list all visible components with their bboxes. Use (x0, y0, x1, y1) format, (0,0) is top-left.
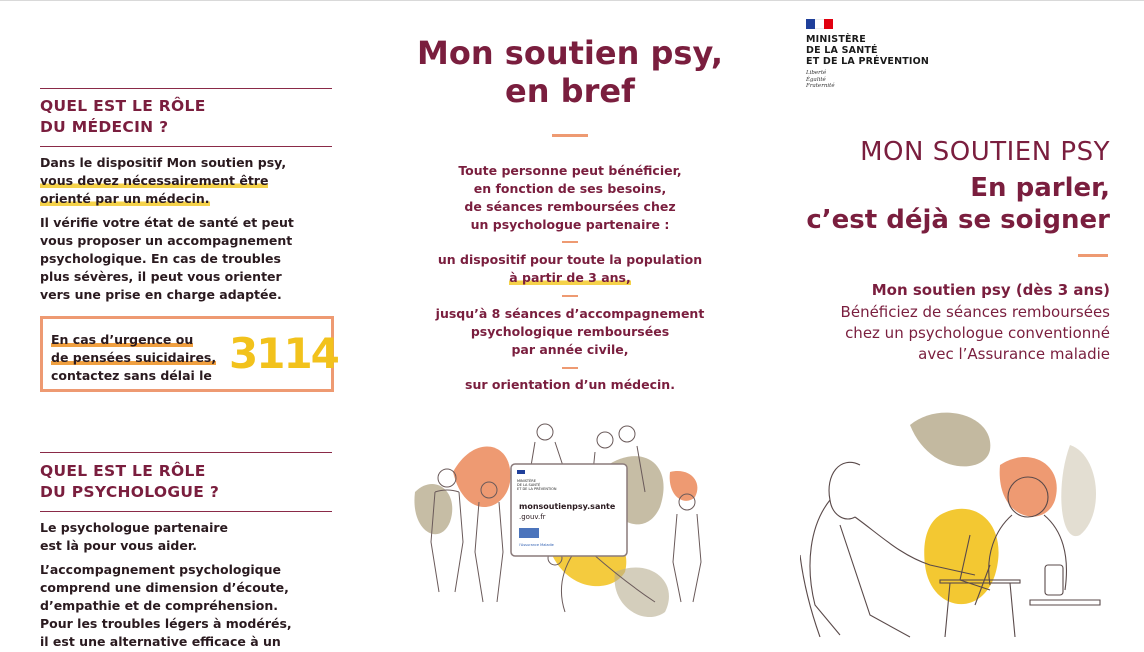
point3-line: sur orientation d’un médecin. (465, 377, 675, 392)
orange-blob (1000, 457, 1057, 517)
yellow-blob (924, 509, 998, 604)
middle-intro (410, 162, 730, 234)
urgency-line3: contactez sans délai le (51, 368, 212, 383)
doctor-p2-line: vous proposer un accompagnement (40, 233, 293, 248)
brochure-subtitle-bold: Mon soutien psy (dès 3 ans) (871, 281, 1110, 299)
screen-ministry-line: ET DE LA PRÉVENTION (517, 487, 557, 491)
separator-dash (562, 367, 578, 369)
section-rule (40, 452, 332, 453)
psy-paragraph-1 (40, 519, 332, 555)
point1-line: un dispositif pour toute la population (437, 252, 703, 267)
psy-p1-line: est là pour vous aider. (40, 538, 197, 553)
middle-title (400, 34, 740, 110)
screen-ministry-line: DE LA SANTÉ (517, 483, 541, 487)
subtitle-line: Bénéficiez de séances remboursées (840, 303, 1110, 321)
psy-p2-line: Pour les troubles légers à modérés, (40, 616, 292, 631)
psy-p2-line: L’accompagnement psychologique (40, 562, 282, 577)
brochure-kicker: MON SOUTIEN PSY (860, 137, 1110, 167)
intro-line: en fonction de ses besoins, (473, 181, 667, 196)
motto-line: Égalité (806, 76, 826, 83)
brochure-subtitle (841, 302, 1110, 365)
khaki-blob (910, 413, 990, 467)
middle-title-line1: Mon soutien psy, (417, 34, 723, 72)
subtitle-line: chez un psychologue conventionné (845, 324, 1110, 342)
screen-flag-icon (517, 470, 525, 474)
subtitle-line: avec l’Assurance maladie (918, 345, 1110, 363)
ministry-line: MINISTÈRE (806, 34, 866, 45)
screen-ministry-line: MINISTÈRE (517, 479, 536, 483)
doctor-p1-highlight2: orienté par un médecin. (40, 191, 210, 206)
republic-motto (806, 70, 835, 90)
psy-p2-line: comprend une dimension d’écoute, (40, 580, 289, 595)
point2-line: psychologique remboursées (470, 324, 670, 339)
hotline-number[interactable]: 3114 (229, 329, 338, 378)
doctor-title-line1: QUEL EST LE RÔLE (40, 97, 206, 115)
screen-url: monsoutienpsy.sante (519, 502, 616, 511)
middle-point-3 (410, 376, 730, 394)
intro-line: un psychologue partenaire : (470, 217, 670, 232)
point2-line: par année civile, (511, 342, 629, 357)
brochure-title (806, 172, 1110, 236)
right-title-dash (1078, 254, 1108, 257)
urgency-line1: En cas d’urgence ou (51, 332, 194, 347)
psy-title-line1: QUEL EST LE RÔLE (40, 462, 206, 480)
doctor-p2-line: psychologique. En cas de troubles (40, 251, 281, 266)
point1-highlight: à partir de 3 ans, (509, 270, 631, 285)
assurance-logo-text: l'Assurance Maladie (519, 543, 554, 547)
title-dash (552, 134, 588, 137)
screen-url-suffix: .gouv.fr (519, 513, 546, 521)
urgency-text (51, 331, 216, 385)
section-rule (40, 146, 332, 147)
psychologist-section-title (40, 461, 219, 503)
doctor-title-line2: DU MÉDECIN ? (40, 118, 169, 136)
doctor-p2-line: vers une prise en charge adaptée. (40, 287, 282, 302)
middle-point-1 (410, 251, 730, 287)
doctor-p1-line1: Dans le dispositif Mon soutien psy, (40, 155, 287, 170)
doctor-section-title (40, 96, 206, 138)
doctor-paragraph-2 (40, 214, 332, 304)
brochure-title-line1: En parler, (970, 173, 1110, 203)
doctor-p1-highlight1: vous devez nécessairement être (40, 173, 269, 188)
psy-p1-line: Le psychologue partenaire (40, 520, 229, 535)
consultation-illustration (800, 405, 1110, 640)
middle-point-2 (410, 305, 730, 359)
khaki-blob-right (1061, 445, 1096, 536)
intro-line: de séances remboursées chez (464, 199, 676, 214)
section-rule (40, 511, 332, 512)
orange-blob (453, 447, 510, 507)
brochure-title-line2: c’est déjà se soigner (806, 205, 1110, 235)
urgency-line2: de pensées suicidaires, (51, 350, 217, 365)
ministry-line: ET DE LA PRÉVENTION (806, 56, 930, 67)
assurance-logo-icon (519, 528, 539, 538)
separator-dash (562, 295, 578, 297)
intro-line: Toute personne peut bénéficier, (458, 163, 682, 178)
doctor-p2-line: Il vérifie votre état de santé et peut (40, 215, 294, 230)
ministry-logo-text (806, 34, 929, 67)
urgency-box (40, 316, 338, 392)
french-flag-icon (806, 19, 834, 29)
people-screen-illustration (405, 412, 725, 632)
psy-paragraph-2 (40, 561, 332, 651)
top-border (0, 0, 1144, 1)
doctor-p2-line: plus sévères, il peut vous orienter (40, 269, 282, 284)
doctor-paragraph-1 (40, 154, 332, 208)
middle-title-line2: en bref (505, 72, 635, 110)
motto-line: Liberté (806, 70, 827, 76)
psy-p2-line: il est une alternative efficace à un (40, 634, 281, 649)
point2-line: jusqu’à 8 séances d’accompagnement (435, 306, 705, 321)
motto-line: Fraternité (806, 83, 835, 89)
section-rule (40, 88, 332, 89)
separator-dash (562, 241, 578, 243)
psy-title-line2: DU PSYCHOLOGUE ? (40, 483, 220, 501)
psy-p2-line: d’empathie et de compréhension. (40, 598, 279, 613)
ministry-line: DE LA SANTÉ (806, 45, 878, 56)
